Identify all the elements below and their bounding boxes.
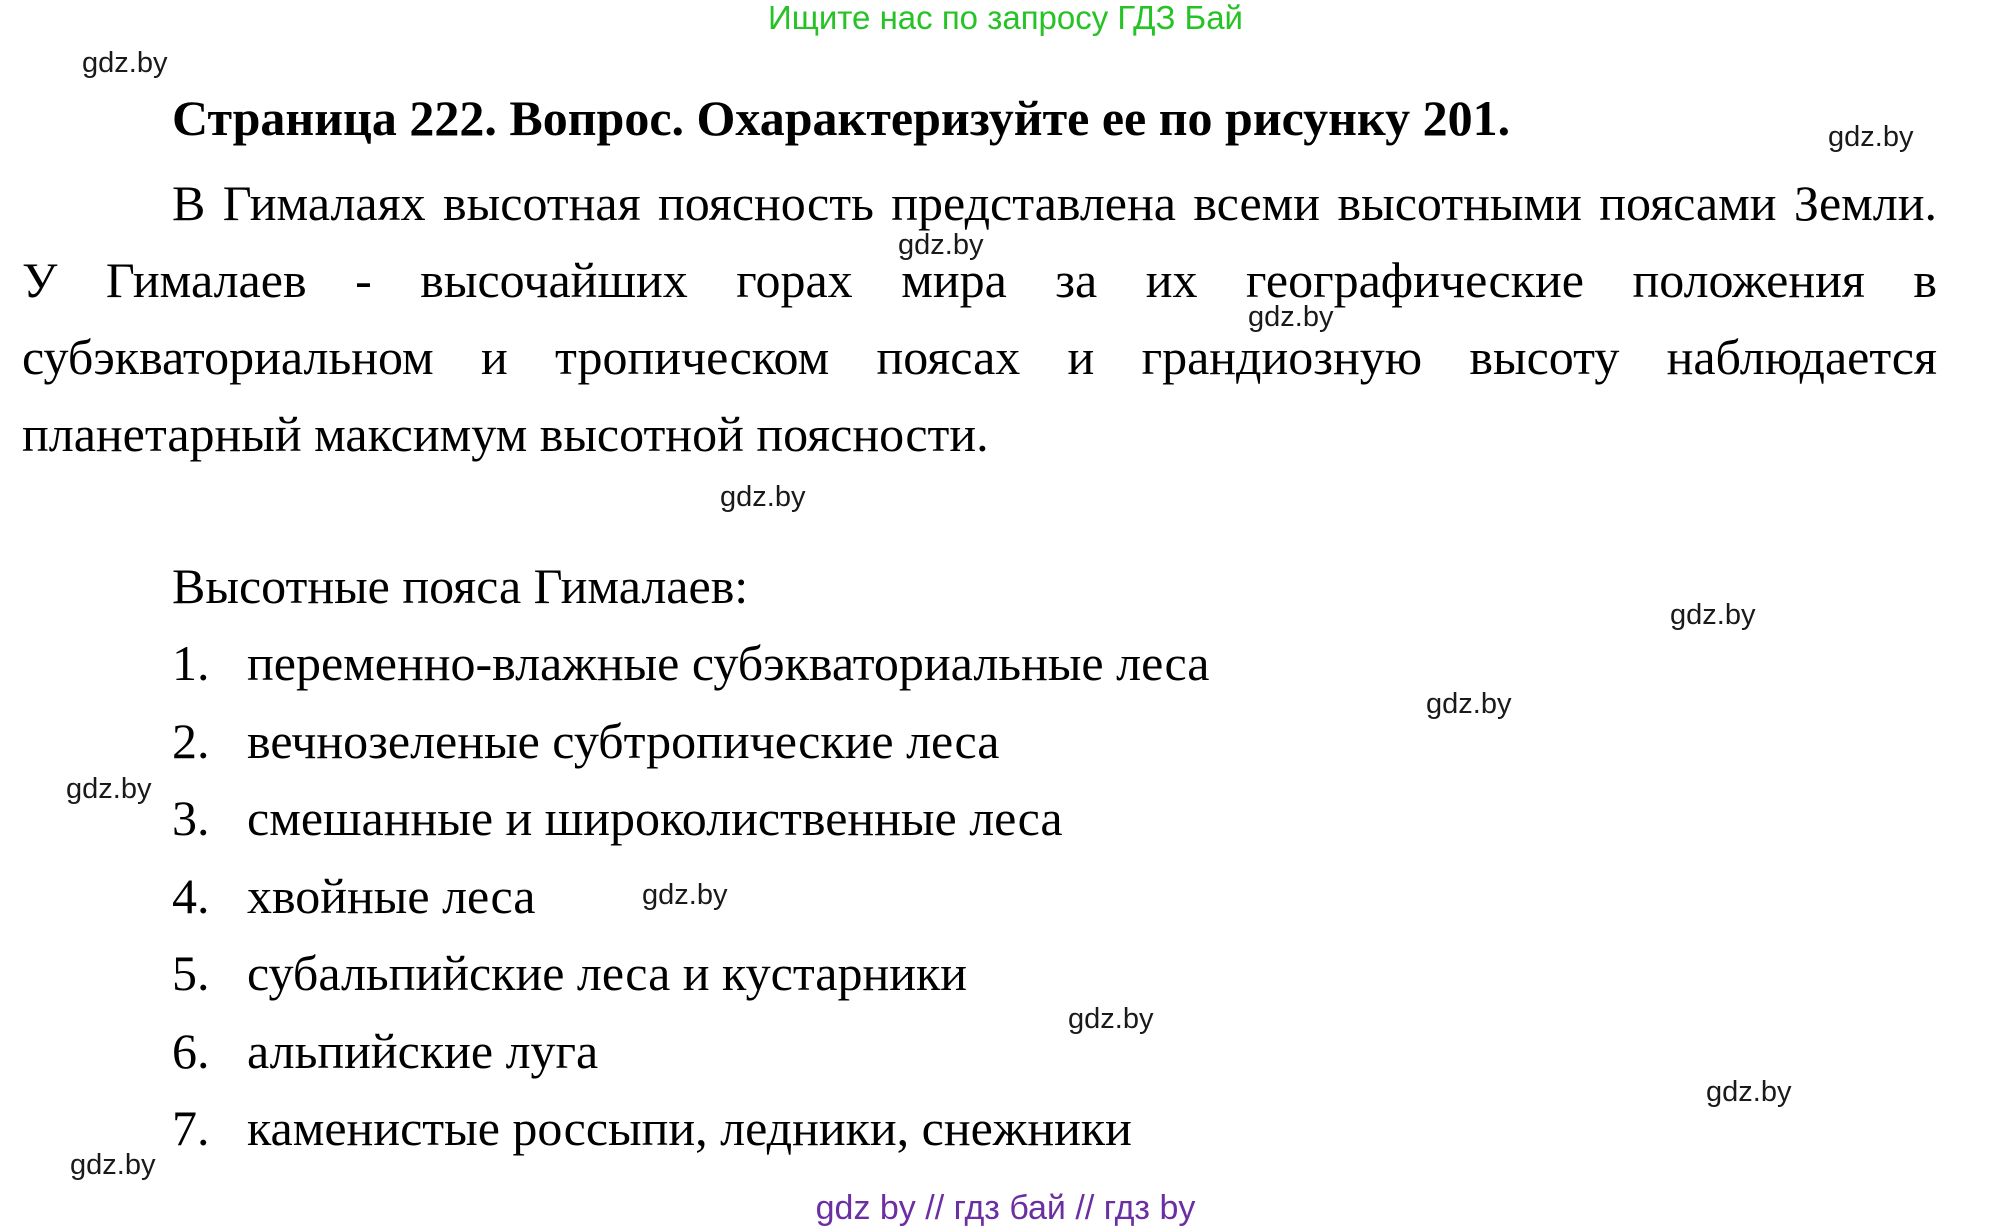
list-item-number: 5. [172,945,210,1001]
list-item-text: каменистые россыпи, ледники, снежники [247,1100,1132,1156]
watermark: gdz.by [642,879,728,911]
watermark: gdz.by [1068,1003,1154,1035]
list-heading: Высотные пояса Гималаев: [172,558,749,614]
list-item-number: 1. [172,635,210,691]
watermark: gdz.by [82,47,168,79]
watermark: gdz.by [70,1149,156,1181]
list-item-text: вечнозеленые субтропические леса [247,712,1000,769]
watermark: gdz.by [1426,688,1512,720]
list-item [172,858,1210,936]
top-banner: Ищите нас по запросу ГДЗ Бай [768,0,1243,36]
watermark: gdz.by [66,773,152,805]
list-item [172,703,1210,781]
page-title: Страница 222. Вопрос. Охарактеризуйте ее по рисунку 201. [172,90,1511,146]
watermark: gdz.by [1248,301,1334,333]
watermark: gdz.by [720,481,806,513]
list-item-number: 6. [172,1022,210,1079]
watermark: gdz.by [1706,1076,1792,1108]
list-item-text: альпийские луга [247,1022,599,1079]
list-item [172,1090,1210,1168]
list-item-text: хвойные леса [247,867,536,924]
list-item-text: субальпийские леса и кустарники [247,945,968,1001]
list-item [172,1013,1210,1091]
list-item [172,780,1210,858]
list-item [172,625,1210,703]
list-item-number: 3. [172,790,210,846]
list-item-text: смешанные и широколиственные леса [247,790,1063,846]
footer-links: gdz by // гдз бай // гдз by [815,1189,1196,1227]
list-item-number: 4. [172,867,210,924]
list-item [172,935,1210,1013]
list-item-number: 7. [172,1100,210,1156]
answer-paragraph: В Гималаях высотная поясность представлена всеми высотными поясами Земли. У Гималаев - высочайших горах мира за их географические положения в субэкваториальном и тропическом поясах и грандиозную высоту наблюдается планетарный максимум высотной поясности. [22,175,1937,462]
list-item-text: переменно-влажные субэкваториальные леса [247,635,1210,691]
list-item-number: 2. [172,712,210,769]
altitude-belts-list [172,625,1210,1168]
watermark: gdz.by [1828,121,1914,153]
watermark: gdz.by [898,229,984,261]
watermark: gdz.by [1670,599,1756,631]
